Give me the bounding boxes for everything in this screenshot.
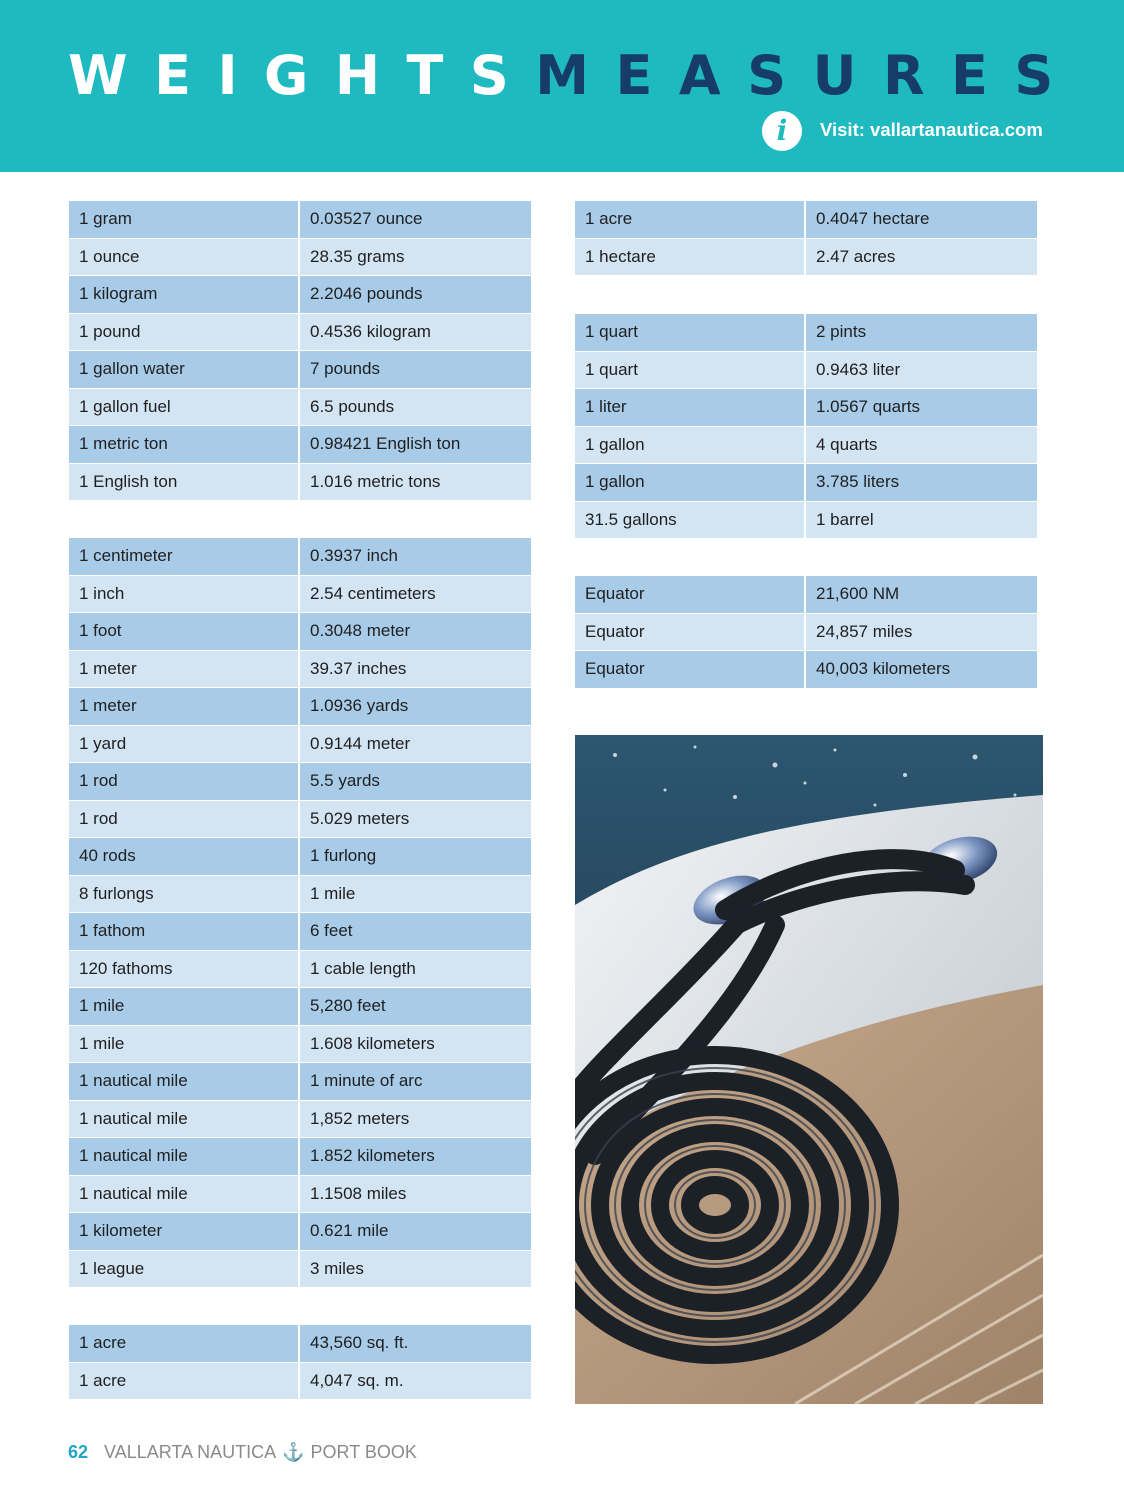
unit-cell: 1 league	[69, 1251, 300, 1289]
table-row	[575, 614, 1037, 652]
unit-cell: 120 fathoms	[69, 951, 300, 989]
page-header	[0, 0, 1124, 172]
equivalent-cell: 7 pounds	[300, 351, 531, 389]
unit-cell: 8 furlongs	[69, 876, 300, 914]
unit-cell: Equator	[575, 651, 806, 689]
table-row	[69, 1176, 531, 1214]
table-row	[69, 351, 531, 389]
table-row	[69, 801, 531, 839]
unit-cell: 1 foot	[69, 613, 300, 651]
page-number: 62	[68, 1442, 89, 1462]
equivalent-cell: 6 feet	[300, 913, 531, 951]
table-row	[69, 1213, 531, 1251]
equivalent-cell: 1 mile	[300, 876, 531, 914]
equivalent-cell: 2 pints	[806, 314, 1037, 352]
table-row	[575, 239, 1037, 277]
equivalent-cell: 1 furlong	[300, 838, 531, 876]
equivalent-cell: 4,047 sq. m.	[300, 1363, 531, 1401]
equivalent-cell: 2.47 acres	[806, 239, 1037, 277]
table-row	[69, 1251, 531, 1289]
unit-cell: Equator	[575, 614, 806, 652]
unit-cell: 1 quart	[575, 314, 806, 352]
page-title	[68, 46, 1080, 106]
weight-table	[69, 201, 531, 501]
unit-cell: 1 yard	[69, 726, 300, 764]
equivalent-cell: 5.029 meters	[300, 801, 531, 839]
table-row	[575, 201, 1037, 239]
equivalent-cell: 1.608 kilometers	[300, 1026, 531, 1064]
anchor-icon: ⚓	[282, 1442, 305, 1462]
equivalent-cell: 1.1508 miles	[300, 1176, 531, 1214]
unit-cell: 1 ounce	[69, 239, 300, 277]
unit-cell: 1 English ton	[69, 464, 300, 502]
unit-cell: 1 acre	[69, 1363, 300, 1401]
unit-cell: Equator	[575, 576, 806, 614]
unit-cell: 1 quart	[575, 352, 806, 390]
table-row	[69, 876, 531, 914]
volume-table	[575, 314, 1037, 539]
equivalent-cell: 1.0567 quarts	[806, 389, 1037, 427]
table-row	[69, 763, 531, 801]
table-row	[69, 239, 531, 277]
unit-cell: 1 gallon water	[69, 351, 300, 389]
unit-cell: 1 kilometer	[69, 1213, 300, 1251]
unit-cell: 1 mile	[69, 1026, 300, 1064]
unit-cell: 1 liter	[575, 389, 806, 427]
equivalent-cell: 0.4536 kilogram	[300, 314, 531, 352]
unit-cell: 1 mile	[69, 988, 300, 1026]
equivalent-cell: 4 quarts	[806, 427, 1037, 465]
table-row	[69, 913, 531, 951]
table-row	[69, 314, 531, 352]
equivalent-cell: 24,857 miles	[806, 614, 1037, 652]
equivalent-cell: 0.3937 inch	[300, 538, 531, 576]
equivalent-cell: 1.0936 yards	[300, 688, 531, 726]
length-table	[69, 538, 531, 1288]
unit-cell: 1 pound	[69, 314, 300, 352]
equivalent-cell: 1.852 kilometers	[300, 1138, 531, 1176]
table-row	[575, 651, 1037, 689]
table-row	[69, 1101, 531, 1139]
area-sqft-table	[69, 1325, 531, 1400]
equivalent-cell: 39.37 inches	[300, 651, 531, 689]
unit-cell: 1 gallon	[575, 427, 806, 465]
table-row	[69, 276, 531, 314]
table-row	[575, 389, 1037, 427]
equivalent-cell: 1 minute of arc	[300, 1063, 531, 1101]
unit-cell: 1 nautical mile	[69, 1176, 300, 1214]
equivalent-cell: 43,560 sq. ft.	[300, 1325, 531, 1363]
equivalent-cell: 6.5 pounds	[300, 389, 531, 427]
unit-cell: 1 kilogram	[69, 276, 300, 314]
equivalent-cell: 28.35 grams	[300, 239, 531, 277]
table-row	[575, 502, 1037, 540]
unit-cell: 1 hectare	[575, 239, 806, 277]
table-row	[575, 427, 1037, 465]
equivalent-cell: 2.54 centimeters	[300, 576, 531, 614]
equivalent-cell: 0.4047 hectare	[806, 201, 1037, 239]
unit-cell: 1 inch	[69, 576, 300, 614]
visit-text: Visit: vallartanautica.com	[820, 119, 1043, 140]
unit-cell: 1 rod	[69, 763, 300, 801]
table-row	[575, 576, 1037, 614]
unit-cell: 1 nautical mile	[69, 1138, 300, 1176]
equivalent-cell: 0.03527 ounce	[300, 201, 531, 239]
unit-cell: 31.5 gallons	[575, 502, 806, 540]
table-row	[69, 1363, 531, 1401]
table-row	[575, 352, 1037, 390]
unit-cell: 1 fathom	[69, 913, 300, 951]
table-row	[69, 389, 531, 427]
table-row	[69, 464, 531, 502]
equivalent-cell: 3 miles	[300, 1251, 531, 1289]
unit-cell: 1 gallon fuel	[69, 389, 300, 427]
publication-name: VALLARTA NAUTICA	[104, 1442, 277, 1462]
equator-table	[575, 576, 1037, 689]
table-row	[69, 576, 531, 614]
boat-rope-illustration	[575, 735, 1043, 1404]
unit-cell: 1 centimeter	[69, 538, 300, 576]
table-row	[575, 314, 1037, 352]
equivalent-cell: 1 cable length	[300, 951, 531, 989]
equivalent-cell: 0.9463 liter	[806, 352, 1037, 390]
title-measures: MEASURES	[535, 44, 1080, 107]
unit-cell: 1 gram	[69, 201, 300, 239]
equivalent-cell: 0.98421 English ton	[300, 426, 531, 464]
unit-cell: 1 metric ton	[69, 426, 300, 464]
page-footer	[68, 1442, 417, 1466]
equivalent-cell: 5,280 feet	[300, 988, 531, 1026]
table-row	[69, 988, 531, 1026]
table-row	[69, 1026, 531, 1064]
equivalent-cell: 1,852 meters	[300, 1101, 531, 1139]
unit-cell: 1 meter	[69, 688, 300, 726]
unit-cell: 1 nautical mile	[69, 1101, 300, 1139]
unit-cell: 1 nautical mile	[69, 1063, 300, 1101]
table-row	[69, 613, 531, 651]
unit-cell: 40 rods	[69, 838, 300, 876]
equivalent-cell: 1.016 metric tons	[300, 464, 531, 502]
unit-cell: 1 acre	[575, 201, 806, 239]
equivalent-cell: 3.785 liters	[806, 464, 1037, 502]
equivalent-cell: 0.9144 meter	[300, 726, 531, 764]
unit-cell: 1 rod	[69, 801, 300, 839]
unit-cell: 1 gallon	[575, 464, 806, 502]
title-weights: WEIGHTS	[68, 44, 536, 107]
table-row	[575, 464, 1037, 502]
boat-rope-photo	[575, 735, 1043, 1404]
table-row	[69, 201, 531, 239]
equivalent-cell: 0.621 mile	[300, 1213, 531, 1251]
table-row	[69, 838, 531, 876]
table-row	[69, 951, 531, 989]
table-row	[69, 538, 531, 576]
table-row	[69, 726, 531, 764]
table-row	[69, 1138, 531, 1176]
unit-cell: 1 meter	[69, 651, 300, 689]
equivalent-cell: 5.5 yards	[300, 763, 531, 801]
info-icon: i	[762, 111, 802, 151]
table-row	[69, 651, 531, 689]
section-name: PORT BOOK	[310, 1442, 417, 1462]
equivalent-cell: 40,003 kilometers	[806, 651, 1037, 689]
table-row	[69, 426, 531, 464]
equivalent-cell: 2.2046 pounds	[300, 276, 531, 314]
area-hectare-table	[575, 201, 1037, 276]
table-row	[69, 688, 531, 726]
equivalent-cell: 0.3048 meter	[300, 613, 531, 651]
equivalent-cell: 21,600 NM	[806, 576, 1037, 614]
equivalent-cell: 1 barrel	[806, 502, 1037, 540]
table-row	[69, 1063, 531, 1101]
table-row	[69, 1325, 531, 1363]
unit-cell: 1 acre	[69, 1325, 300, 1363]
